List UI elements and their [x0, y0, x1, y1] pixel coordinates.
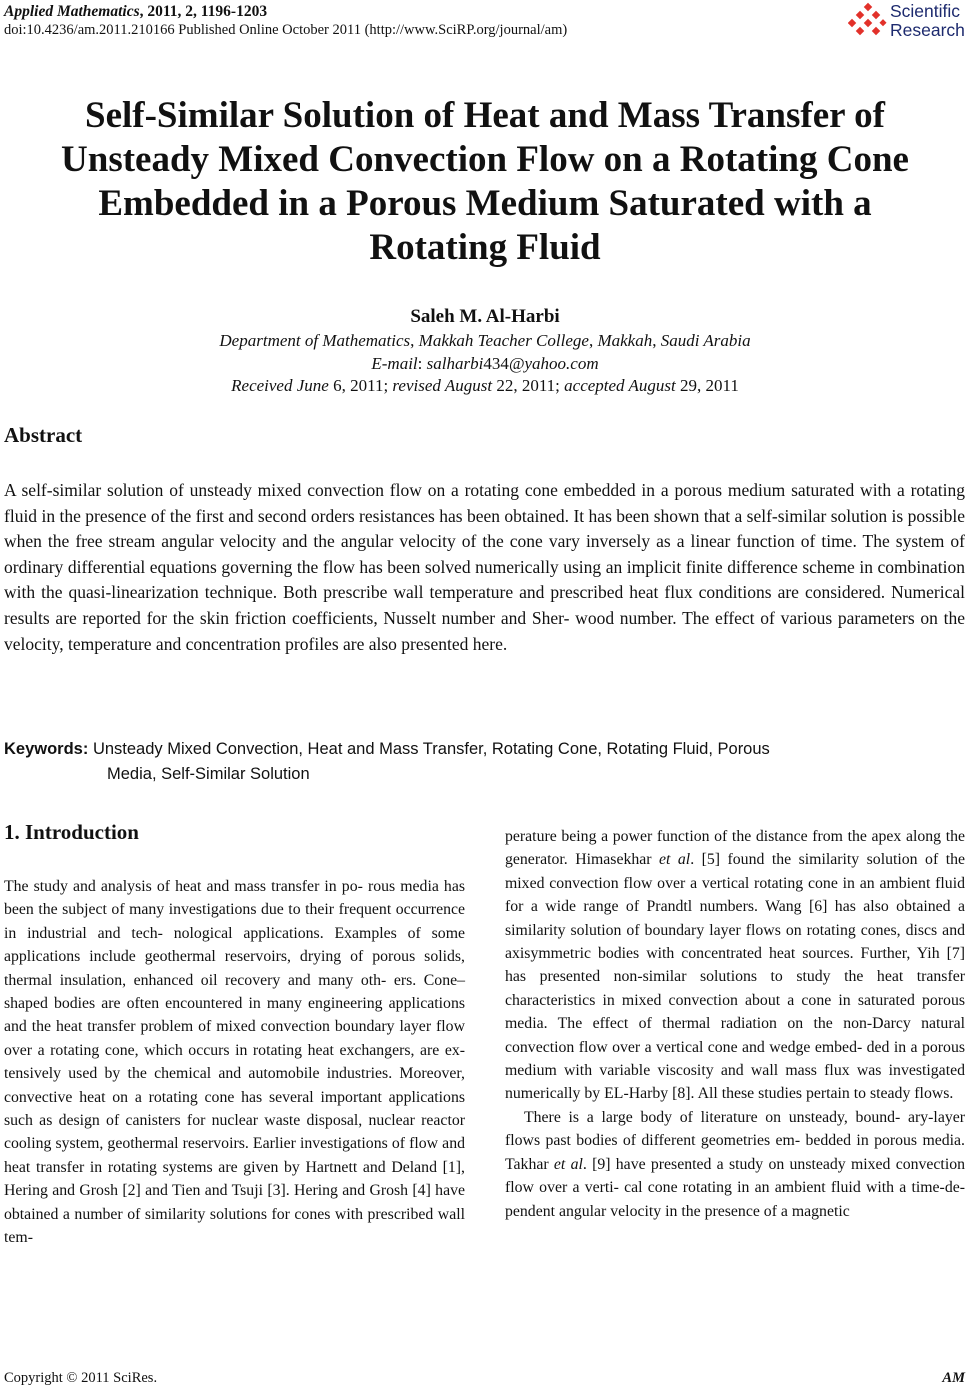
left-column [4, 875, 465, 1250]
affiliation-college: Makkah Teacher College [418, 331, 589, 350]
journal-name: Applied Mathematics [4, 3, 140, 20]
intro-paragraph-1-cont: perature being a power function of the distance from the apex along the generator. Himasekhar et al. [5] found the similarity solution of the mixed convection flow over a vertical rotating cone in an ambient fluid for a wide range of Prandtl numbers. Wang [6] has also obtained a similarity solution of boundary layer flows on rotating cones, discs and axisymmetric bodies with concentrated heat sources. Further, Yih [7] has presented non-similar solutions to study the heat transfer characteristics in mixed convection about a cone in saturated porous media. The effect of thermal radiation on the non-Darcy natural convection flow over a vertical cone and wedge embed- ded in a porous medium with variable viscosity and wall mass flux was investigated numerically by EL-Harby [8]. All these studies pertain to steady flows. [505, 828, 965, 1103]
affiliation-line: Department of Mathematics, Makkah Teacher College, Makkah, Saudi Arabia [219, 331, 751, 350]
journal-header [4, 2, 567, 40]
author-name: Saleh M. Al-Harbi [410, 306, 560, 327]
revised-label: revised August [392, 376, 493, 395]
revised-date: 22, 2011; [496, 376, 560, 395]
logo-line2: Research [890, 20, 965, 40]
keywords-label: Keywords: [4, 740, 89, 758]
dates-line [0, 375, 970, 398]
affiliation-city: Makkah [597, 331, 653, 350]
received-label: Received June [231, 376, 329, 395]
keywords-block [4, 737, 965, 787]
journal-citation [4, 2, 567, 21]
email-address[interactable]: salharbi434@yahoo.com [426, 353, 599, 373]
accepted-label: accepted August [564, 376, 676, 395]
keywords-line2: Media, Self-Similar Solution [107, 765, 310, 783]
keywords-line1: Unsteady Mixed Convection, Heat and Mass Transfer, Rotating Cone, Rotating Fluid, Porous [88, 740, 770, 758]
publisher-logo [848, 2, 966, 46]
page-footer [4, 1370, 965, 1387]
paper-title: Self-Similar Solution of Heat and Mass Transfer of Unsteady Mixed Convection Flow on a Rotating Cone Embedded in a Porous Medium Saturated with a Rotating Fluid [61, 95, 909, 268]
publisher-name [890, 2, 965, 40]
abstract-text: A self-similar solution of unsteady mixed convection flow on a rotating cone embedded in a porous medium saturated with a rotating fluid in the presence of the first and second orders resistances has been obtained. It has been shown that a self-similar solution is possible when the free stream angular velocity and the angular velocity of the cone vary inversely as a linear function of time. The system of ordinary differential equations governing the flow has been solved numerically using an implicit finite difference scheme in combination with the quasi-linearization technique. Both prescribe wall temperature and prescribed heat flux conditions are considered. Numerical results are reported for the skin friction coefficients, Nusselt number and Sher- wood number. The effect of various parameters on the velocity, temperature and concentration profiles are also presented here. [4, 480, 965, 654]
doi-line: doi:10.4236/am.2011.210166 Published Online October 2011 (http://www.SciRP.org/journal/am) [4, 22, 568, 38]
email-label: E-mail [371, 353, 418, 373]
journal-abbreviation: AM [942, 1370, 965, 1386]
affiliation-dept: Department of Mathematics [219, 331, 411, 350]
journal-volume: , 2011, 2, 1196-1203 [139, 3, 268, 20]
right-column [505, 825, 965, 1223]
accepted-date: 29, 2011 [679, 376, 739, 395]
email-line: E-mail: salharbi434@yahoo.com [371, 353, 599, 373]
intro-paragraph-2: There is a large body of literature on unsteady, bound- ary-layer flows past bodies of different geometries em- bedded in porous media. Takhar et al. [9] have presented a study on unsteady mixed convection flow over a verti- cal cone rotating in an ambient fluid with a time-de- pendent angular velocity in the presence of a magnetic [505, 1108, 966, 1220]
affiliation-block [0, 330, 970, 398]
section-heading-introduction: 1. Introduction [4, 820, 139, 844]
affiliation-country: Saudi Arabia [660, 331, 751, 350]
abstract-heading: Abstract [4, 423, 83, 447]
scirp-logo-icon [848, 2, 888, 42]
intro-paragraph-1: The study and analysis of heat and mass transfer in po- rous media has been the subject of many investigations due to their frequent occurrence in industrial and tech- nological applications. Examples of some applications include geothermal reservoirs, drying of porous solids, thermal insulation, enhanced oil recovery and many oth- ers. Cone–shaped bodies are often encountered in many engineering applications and the heat transfer problem of mixed convection boundary layer flow over a rotating cone, which occurs in rotating heat exchangers, are ex- tensively used by the chemical and automobile industries. Moreover, convective heat on a rotating cone has several important applications such as design of canisters for nuclear waste disposal, nuclear reactor cooling system, geothermal reservoirs. Earlier investigations of flow and heat transfer in rotating systems are given by Hartnett and Deland [1], Hering and Grosh [2] and Tien and Tsuji [3]. Hering and Grosh [4] have obtained a number of similarity solutions for cones with prescribed wall tem- [4, 878, 465, 1247]
logo-line1: Scientific [890, 1, 961, 21]
received-date: 6, 2011; [333, 376, 389, 395]
copyright-notice: Copyright © 2011 SciRes. [4, 1370, 158, 1386]
